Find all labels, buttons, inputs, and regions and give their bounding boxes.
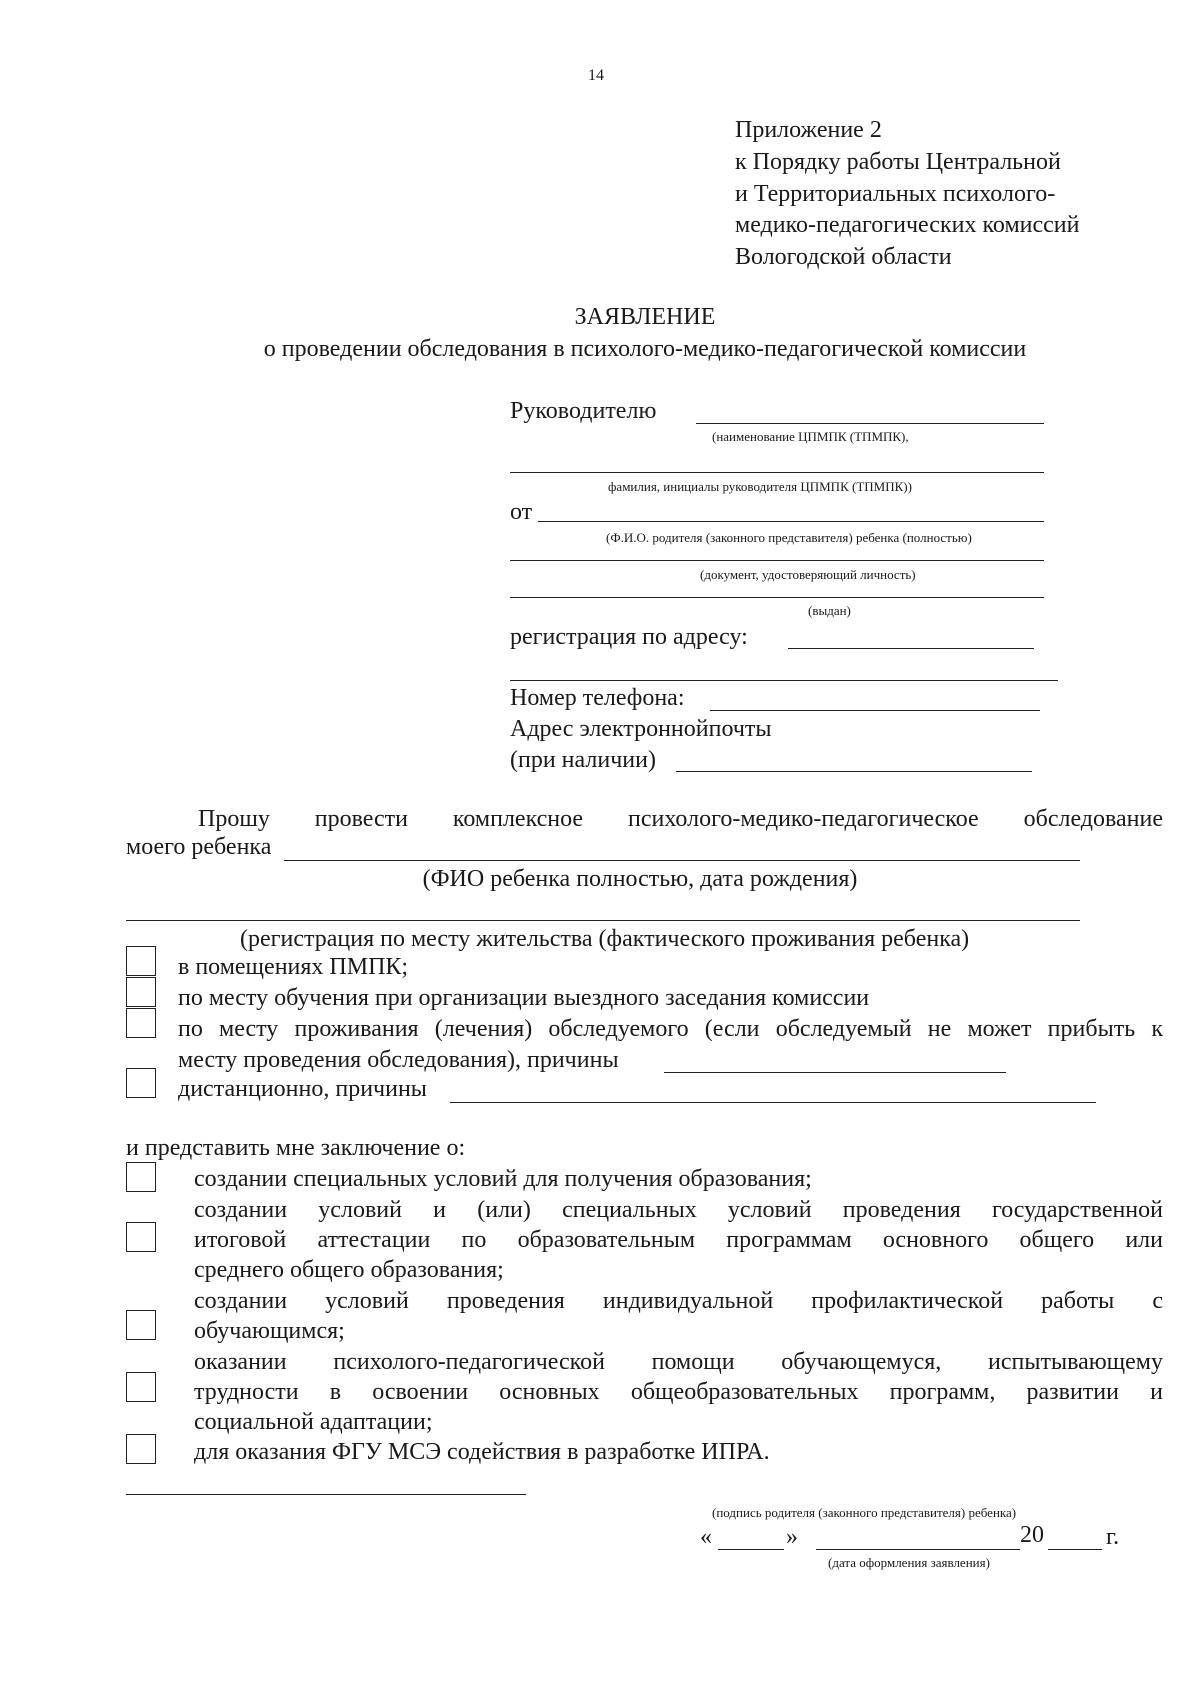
conclusion-label: социальной адаптации; — [194, 1409, 433, 1435]
hint-child: (ФИО ребенка полностью, дата рождения) — [422, 866, 858, 892]
phone-line[interactable] — [710, 710, 1040, 711]
conclusion-label: оказании психолого-педагогической помощи обучающемуся, испытывающему — [194, 1349, 1163, 1375]
appendix-line: и Территориальных психолого- — [735, 181, 1056, 207]
head-name-line[interactable] — [510, 472, 1044, 473]
date-quote-open: « — [700, 1524, 712, 1550]
appendix-line: медико-педагогических комиссий — [735, 212, 1080, 238]
to-label: Руководителю — [510, 398, 657, 424]
appendix-line: Вологодской области — [735, 244, 952, 270]
parent-name-line[interactable] — [538, 521, 1044, 522]
place-option-checkbox-1[interactable] — [126, 946, 156, 976]
place-option-label: месту проведения обследования), причины — [178, 1047, 619, 1073]
conclusion-label: трудности в освоении основных общеобразовательных программ, развитии и — [194, 1379, 1163, 1405]
document-title: ЗАЯВЛЕНИЕ — [574, 304, 716, 330]
place-reason-line[interactable] — [664, 1072, 1006, 1073]
hint-date: (дата оформления заявления) — [828, 1555, 990, 1570]
hint-signature: (подпись родителя (законного представителя) ребенка) — [712, 1505, 1017, 1520]
hint-doc: (документ, удостоверяющий личность) — [700, 567, 916, 582]
conclusion-label: создании условий проведения индивидуальной профилактической работы с — [194, 1288, 1163, 1314]
hint-parent: (Ф.И.О. родителя (законного представителя) ребенка (полностью) — [606, 530, 972, 545]
child-name-line[interactable] — [284, 860, 1080, 861]
date-quote-close: » — [786, 1524, 798, 1550]
remote-reason-line[interactable] — [450, 1102, 1096, 1103]
appendix-line: Приложение 2 — [735, 117, 882, 143]
place-option-checkbox-4[interactable] — [126, 1068, 156, 1098]
email-line[interactable] — [676, 771, 1032, 772]
registration-line[interactable] — [788, 648, 1034, 649]
registration-label: регистрация по адресу: — [510, 624, 748, 650]
date-year-suffix: г. — [1106, 1524, 1120, 1550]
date-year-prefix: 20 — [1020, 1522, 1044, 1548]
issued-line[interactable] — [510, 597, 1044, 598]
conclusion-label: создании условий и (или) специальных условий проведения государственной — [194, 1197, 1163, 1223]
document-subtitle: о проведении обследования в психолого-медико-педагогической комиссии — [263, 336, 1027, 362]
signature-line[interactable] — [126, 1494, 526, 1495]
place-option-checkbox-2[interactable] — [126, 977, 156, 1007]
hint-head: фамилия, инициалы руководителя ЦПМПК (ТПМПК)) — [608, 479, 912, 494]
conclusion-checkbox-2[interactable] — [126, 1222, 156, 1252]
place-option-checkbox-3[interactable] — [126, 1008, 156, 1038]
conclusion-checkbox-4[interactable] — [126, 1372, 156, 1402]
hint-issued: (выдан) — [808, 603, 851, 618]
conclusion-checkbox-3[interactable] — [126, 1310, 156, 1340]
date-day-line[interactable] — [718, 1549, 784, 1550]
appendix-line: к Порядку работы Центральной — [735, 149, 1061, 175]
date-month-line[interactable] — [816, 1549, 1020, 1550]
date-year-line[interactable] — [1048, 1549, 1102, 1550]
conclusion-label: для оказания ФГУ МСЭ содействия в разработке ИПРА. — [194, 1439, 770, 1465]
conclusion-intro: и представить мне заключение о: — [126, 1135, 466, 1161]
place-option-label: по месту проживания (лечения) обследуемого (если обследуемый не может прибыть к — [178, 1016, 1163, 1042]
place-option-label: в помещениях ПМПК; — [178, 954, 409, 980]
conclusion-label: создании специальных условий для получения образования; — [194, 1166, 812, 1192]
place-option-label: по месту обучения при организации выездного заседания комиссии — [178, 985, 870, 1011]
hint-org: (наименование ЦПМПК (ТПМПК), — [712, 429, 909, 444]
page-number: 14 — [588, 67, 604, 84]
email-label: Адрес электроннойпочты — [510, 716, 772, 742]
parent-name-line-2[interactable] — [510, 560, 1044, 561]
place-option-label: дистанционно, причины — [178, 1076, 427, 1102]
from-label: от — [510, 499, 533, 525]
org-name-line[interactable] — [696, 423, 1044, 424]
hint-registration: (регистрация по месту жительства (фактического проживания ребенка) — [240, 926, 970, 952]
conclusion-checkbox-5[interactable] — [126, 1434, 156, 1464]
registration-line-2[interactable] — [510, 680, 1058, 681]
conclusion-label: итоговой аттестации по образовательным программам основного общего или — [194, 1227, 1163, 1253]
email-label-note: (при наличии) — [510, 747, 656, 773]
child-registration-line[interactable] — [126, 920, 1080, 921]
request-child-label: моего ребенка — [126, 834, 272, 860]
phone-label: Номер телефона: — [510, 685, 685, 711]
request-line: Прошу провести комплексное психолого-медико-педагогическое обследование — [198, 806, 1163, 832]
conclusion-checkbox-1[interactable] — [126, 1162, 156, 1192]
conclusion-label: обучающимся; — [194, 1318, 345, 1344]
conclusion-label: среднего общего образования; — [194, 1257, 504, 1283]
